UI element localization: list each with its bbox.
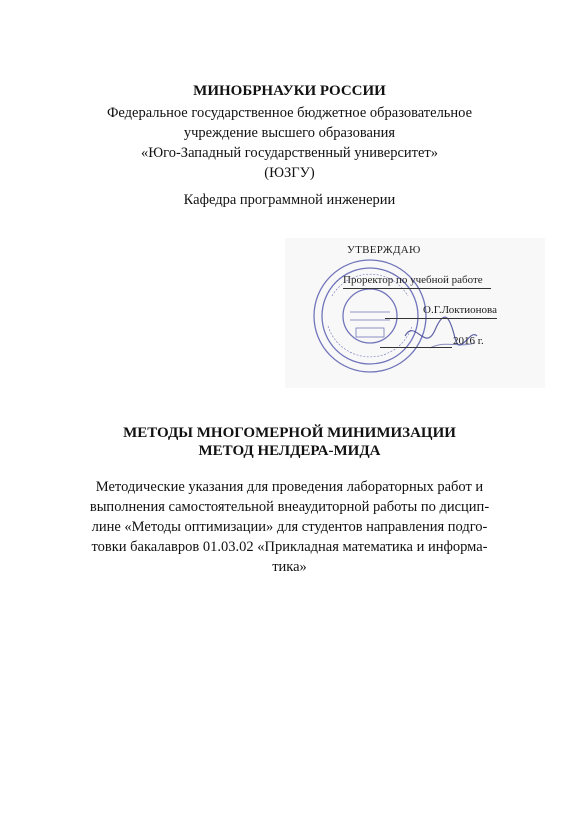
description-line: выполнения самостоятельной внеаудиторной работы по дисцип- <box>89 499 490 515</box>
document-description <box>0 477 579 577</box>
description-line: лине «Методы оптимизации» для студентов направления подго- <box>91 519 488 535</box>
approval-block <box>285 238 545 388</box>
title-line: МЕТОД НЕЛДЕРА-МИДА <box>198 443 381 459</box>
signature-line <box>385 318 497 319</box>
approve-label: УТВЕРЖДАЮ <box>347 244 421 256</box>
description-line: товки бакалавров 01.03.02 «Прикладная математика и информа- <box>91 539 488 555</box>
title-line: МЕТОДЫ МНОГОМЕРНОЙ МИНИМИЗАЦИИ <box>123 425 456 441</box>
description-line: тика» <box>272 559 307 575</box>
description-line: Методические указания для проведения лабораторных работ и <box>95 479 484 495</box>
ministry-heading: МИНОБРНАУКИ РОССИИ <box>193 83 386 99</box>
organization-line: Федеральное государственное бюджетное образовательное <box>106 105 473 121</box>
approver-name: О.Г.Локтионова <box>423 304 497 316</box>
organization-block <box>0 103 579 183</box>
document-title <box>0 424 579 460</box>
date-line <box>380 347 452 348</box>
position-underline <box>343 288 491 289</box>
approver-position: Проректор по учебной работе <box>343 274 483 286</box>
organization-line: учреждение высшего образования <box>183 125 396 141</box>
organization-line: «Юго-Западный государственный университет» <box>140 145 439 161</box>
approval-year: 2016 г. <box>453 335 484 347</box>
department-name: Кафедра программной инженерии <box>183 192 396 208</box>
organization-line: (ЮЗГУ) <box>264 165 315 181</box>
